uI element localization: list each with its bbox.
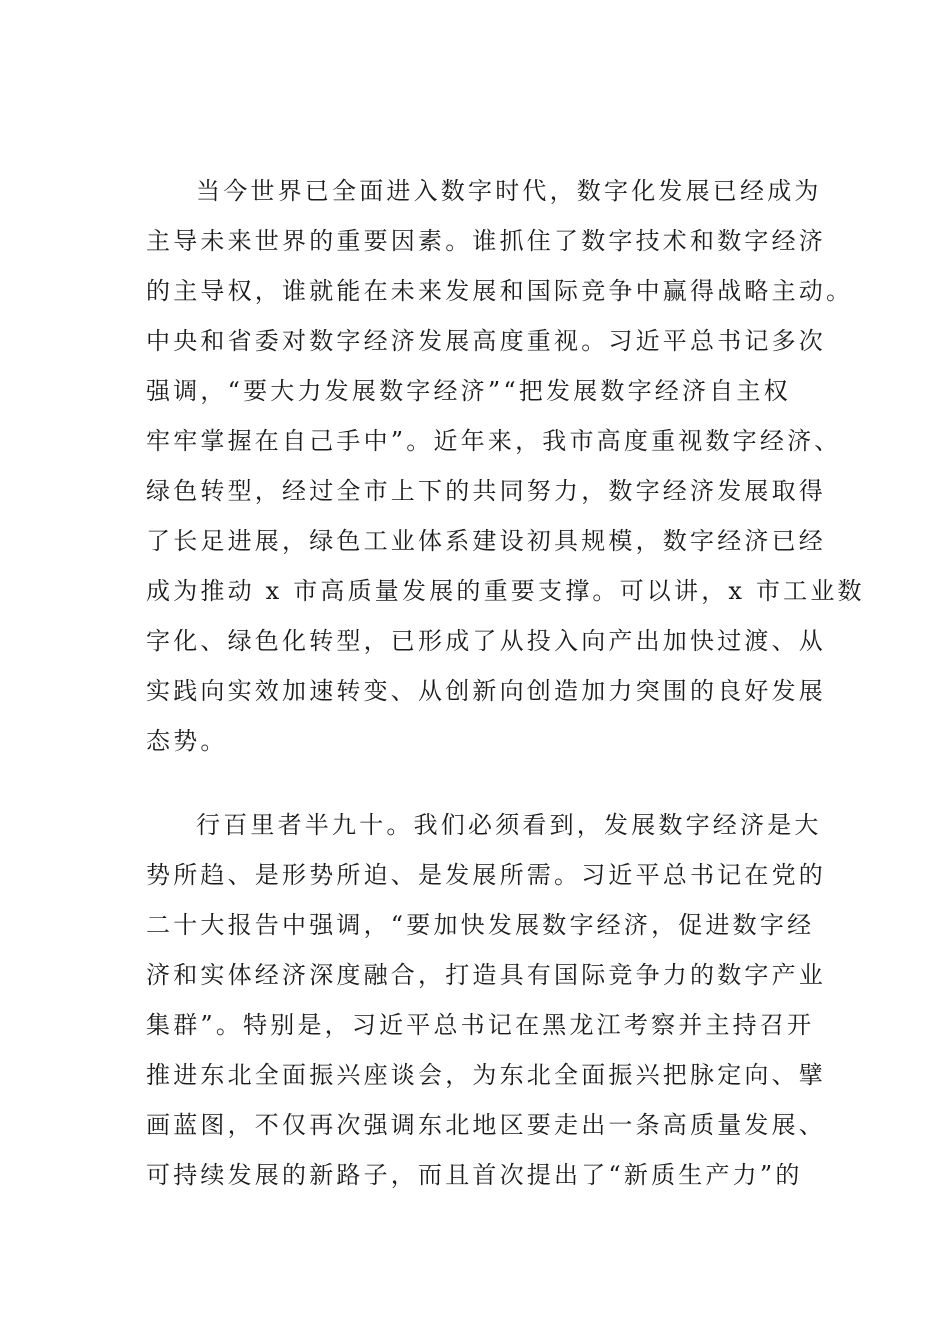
paragraph-line: 绿色转型，经过全市上下的共同努力，数字经济发展取得 (146, 477, 826, 505)
paragraph-line: 成为推动 x 市高质量发展的重要支撑。可以讲，x 市工业数 (146, 577, 865, 605)
paragraph-line: 二十大报告中强调，“要加快发展数字经济，促进数字经 (146, 911, 815, 939)
paragraph-line: 强调，“要大力发展数字经济”“把发展数字经济自主权 (146, 377, 791, 405)
paragraph-line: 济和实体经济深度融合，打造具有国际竞争力的数字产业 (146, 961, 826, 989)
paragraph-line: 推进东北全面振兴座谈会，为东北全面振兴把脉定向、擘 (146, 1061, 826, 1089)
paragraph-line: 当今世界已全面进入数字时代，数字化发展已经成为 (196, 177, 822, 205)
paragraph-line: 可持续发展的新路子，而且首次提出了“新质生产力”的 (146, 1161, 803, 1189)
paragraph-line: 字化、绿色化转型，已形成了从投入向产出加快过渡、从 (146, 627, 826, 655)
paragraph-line: 实践向实效加速转变、从创新向创造加力突围的良好发展 (146, 677, 826, 705)
paragraph-line: 中央和省委对数字经济发展高度重视。习近平总书记多次 (146, 327, 826, 355)
paragraph-line: 态势。 (146, 727, 228, 755)
paragraph-line: 牢牢掌握在自己手中”。近年来，我市高度重视数字经济、 (146, 427, 842, 455)
paragraph-line: 了长足进展，绿色工业体系建设初具规模，数字经济已经 (146, 527, 826, 555)
paragraph-2 (146, 800, 826, 1200)
paragraph-1 (146, 166, 865, 766)
paragraph-line: 集群”。特别是，习近平总书记在黑龙江考察并主持召开 (146, 1011, 815, 1039)
paragraph-line: 的主导权，谁就能在未来发展和国际竞争中赢得战略主动。 (146, 277, 854, 305)
paragraph-line: 画蓝图，不仅再次强调东北地区要走出一条高质量发展、 (146, 1111, 826, 1139)
paragraph-line: 势所趋、是形势所迫、是发展所需。习近平总书记在党的 (146, 861, 826, 889)
paragraph-line: 行百里者半九十。我们必须看到，发展数字经济是大 (196, 811, 822, 839)
paragraph-line: 主导未来世界的重要因素。谁抓住了数字技术和数字经济 (146, 227, 826, 255)
